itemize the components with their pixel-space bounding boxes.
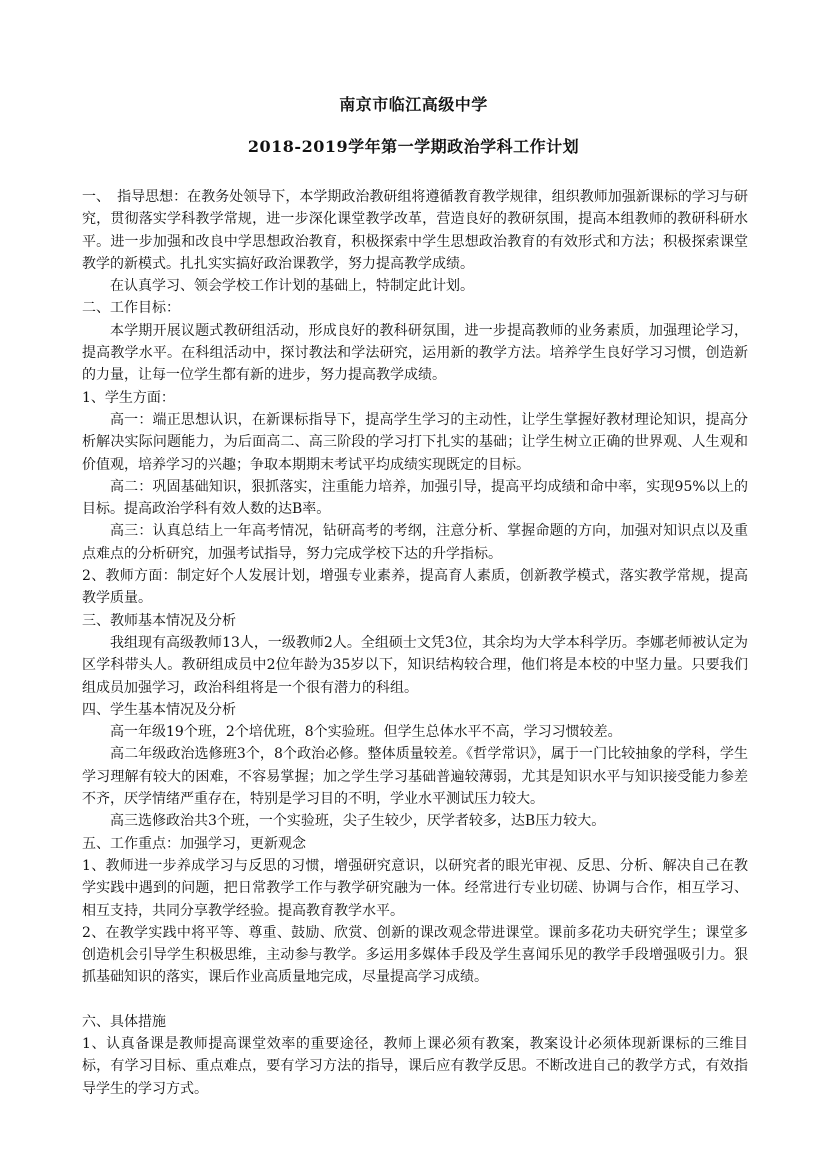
subheading-students: 1、学生方面： xyxy=(82,389,175,406)
section-heading-measures: 六、具体措施 xyxy=(82,1013,166,1030)
guiding-ideology-paragraph: 一、 指导思想：在教务处领导下，本学期政治教研组将遵循教育教学规律，组织教师加强新课标的学习与研究，贯彻落实学科教学常规，进一步深化课堂教学改革，营造良好的教研氛围，提高本组教师的教研科研水平。进一步加强和改良中学思想政治教育，积极探索中学生思想政治教育的有效形式和方法；积极探索课堂教学的新模式。扎扎实实搞好政治课教学，努力提高教学成绩。 xyxy=(82,189,748,272)
document-body xyxy=(82,186,748,1100)
teachers-analysis-paragraph: 我组现有高级教师13人，一级教师2人。全组硕士文凭3位，其余均为大学本科学历。李娜老师被认定为区学科带头人。教研组成员中2位年龄为35岁以下，知识结构较合理，他们将是本校的中坚力量。只要我们组成员加强学习，政治科组将是一个很有潜力的科组。 xyxy=(82,634,748,696)
grade1-analysis-paragraph: 高一年级19个班，2个培优班，8个实验班。但学生总体水平不高，学习习惯较差。 xyxy=(110,724,622,741)
grade1-goal-paragraph: 高一：端正思想认识，在新课标指导下，提高学生学习的主动性，让学生掌握好教材理论知识，提高分析解决实际问题能力，为后面高二、高三阶段的学习打下扎实的基础；让学生树立正确的世界观、人生观和价值观，培养学习的兴趣；争取本期期末考试平均成绩实现既定的目标。 xyxy=(82,411,748,473)
focus-item-1: 1、教师进一步养成学习与反思的习惯，增强研究意识，以研究者的眼光审视、反思、分析、解决自己在教学实践中遇到的问题，把日常教学工作与教学研究融为一体。经常进行专业切磋、协调与合作，相互学习、相互支持，共同分享教学经验。提高教育教学水平。 xyxy=(82,857,748,919)
section-heading-focus: 五、工作重点：加强学习，更新观念 xyxy=(82,835,306,852)
section-heading-goals: 二、工作目标： xyxy=(82,300,180,317)
section-heading-teachers: 三、教师基本情况及分析 xyxy=(82,612,236,629)
grade2-goal-paragraph: 高二：巩固基础知识，狠抓落实，注重能力培养，加强引导，提高平均成绩和命中率，实现95%以上的目标。提高政治学科有效人数的达B率。 xyxy=(82,478,748,518)
school-title: 南京市临江高级中学 xyxy=(339,95,488,114)
grade2-analysis-paragraph: 高二年级政治选修班3个，8个政治必修。整体质量较差。《哲学常识》，属于一门比较抽象的学科，学生学习理解有较大的困难，不容易掌握；加之学生学习基础普遍较薄弱，尤其是知识水平与知识接受能力参差不齐，厌学情绪严重存在，特别是学习目的不明，学业水平测试压力较大。 xyxy=(82,746,748,808)
teachers-goal-paragraph: 2、教师方面：制定好个人发展计划，增强专业素养，提高育人素质，创新教学模式，落实教学常规，提高教学质量。 xyxy=(82,568,748,607)
blank-line xyxy=(82,989,748,1011)
measures-item-1: 1、认真备课是教师提高课堂效率的重要途径，教师上课必须有教案，教案设计必须体现新课标的三维目标，有学习目标、重点难点，要有学习方法的指导，课后应有教学反思。不断改进自己的教学方式，有效指导学生的学习方式。 xyxy=(82,1035,748,1097)
plan-title: 2018-2019学年第一学期政治学科工作计划 xyxy=(247,137,580,156)
focus-item-2: 2、在教学实践中将平等、尊重、鼓励、欣赏、创新的课改观念带进课堂。课前多花功夫研究学生；课堂多创造机会引导学生积极思维，主动参与教学。多运用多媒体手段及学生喜闻乐见的教学手段增强吸引力。狠抓基础知识的落实，课后作业高质量地完成，尽量提高学习成绩。 xyxy=(82,924,748,986)
plan-basis-paragraph: 在认真学习、领会学校工作计划的基础上，特制定此计划。 xyxy=(110,278,474,295)
grade3-goal-paragraph: 高三：认真总结上一年高考情况，钻研高考的考纲，注意分析、掌握命题的方向，加强对知识点以及重点难点的分析研究，加强考试指导，努力完成学校下达的升学指标。 xyxy=(82,523,748,562)
goals-paragraph: 本学期开展议题式教研组活动，形成良好的教科研氛围，进一步提高教师的业务素质，加强理论学习，提高教学水平。在科组活动中，探讨教法和学法研究，运用新的教学方法。培养学生良好学习习惯，创造新的力量，让每一位学生都有新的进步，努力提高教学成绩。 xyxy=(82,322,748,384)
section-heading-students: 四、学生基本情况及分析 xyxy=(82,701,236,718)
grade3-analysis-paragraph: 高三选修政治共3个班，一个实验班，尖子生较少，厌学者较多，达B压力较大。 xyxy=(110,813,606,830)
